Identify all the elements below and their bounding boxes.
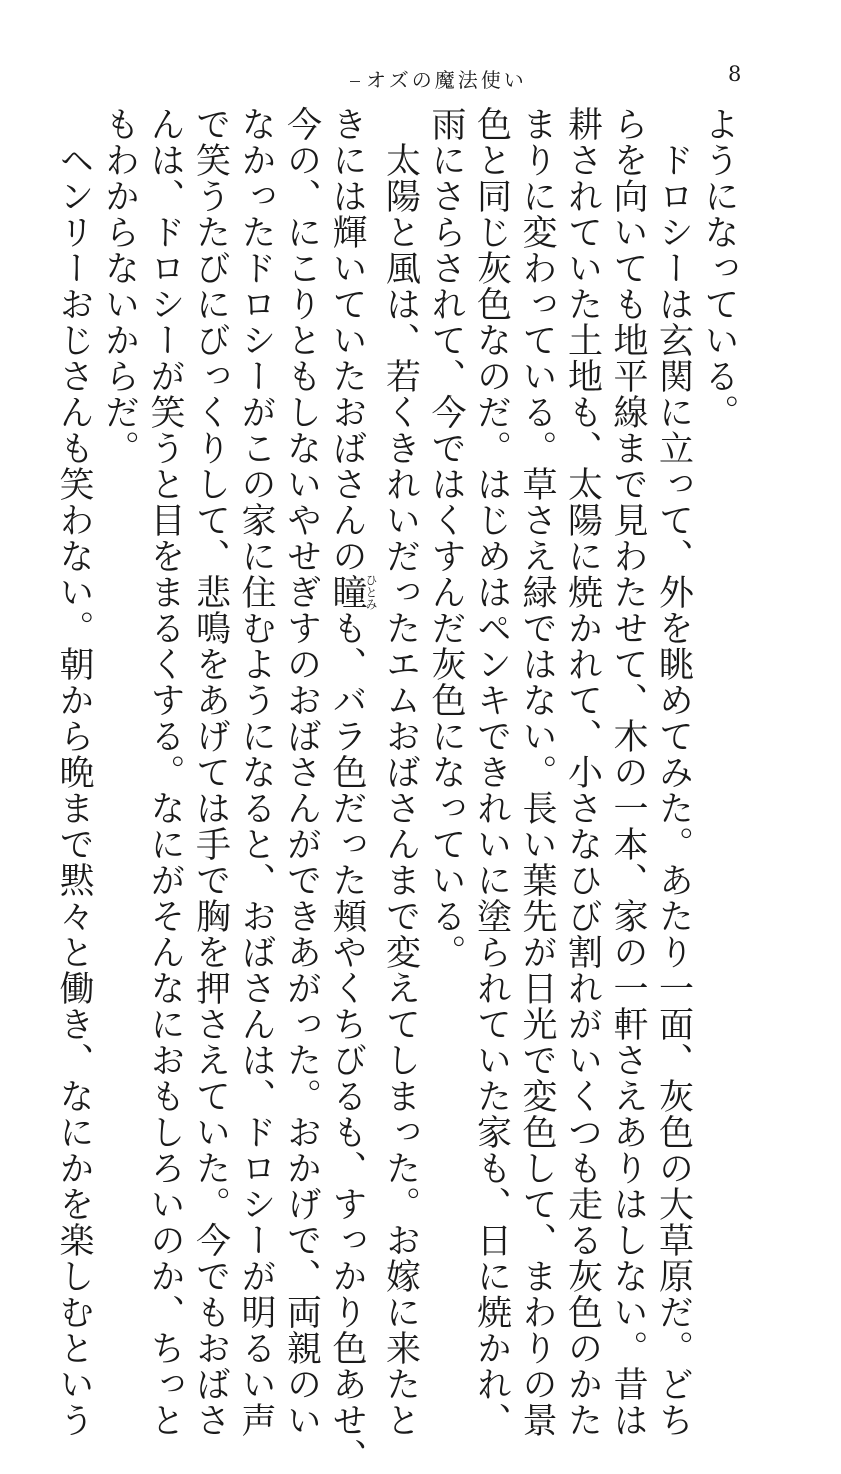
text-column: ようになっている。 [699, 106, 739, 430]
text-column: 耕されていた土地も、太陽に焼かれて、小さなひび割れがいくつも走る灰色のかた [562, 106, 603, 1438]
text-column: まりに変わっている。草さえ緑ではない。長い葉先が日光で変色して、まわりの景 [517, 106, 557, 1438]
text-segment: も、バラ色だった頬やくちびるも、すっかり色あせ、 [327, 610, 367, 1474]
text-column: ヘンリーおじさんも笑わない。朝から晩まで黙々と働き、なにかを楽しむという [54, 106, 94, 1438]
header-dash [350, 81, 360, 82]
text-column: らを向いても地平線まで見わたせて、木の一本、家の一軒さえありはしない。昔は [608, 106, 648, 1438]
text-column: 太陽と風は、若くきれいだったエムおばさんまで変えてしまった。お嫁に来たと [380, 106, 421, 1438]
text-column: ドロシーは玄関に立って、外を眺めてみた。あたり一面、灰色の大草原だ。どち [653, 106, 694, 1438]
body-text [51, 106, 742, 1474]
text-column: んは、ドロシーが笑うと目をまるくする。なにがそんなにおもしろいのか、ちっと [145, 106, 185, 1438]
text-column: 雨にさらされて、今ではくすんだ灰色になっている。 [426, 106, 466, 970]
text-column: 今の、にこりともしないやせぎすのおばさんができあがった。おかげで、両親のい [281, 106, 322, 1438]
ruby-reading: ひとみ [364, 574, 378, 610]
text-column: なかったドロシーがこの家に住むようになると、おばさんは、ドロシーが明るい声 [236, 106, 276, 1438]
book-title: オズの魔法使い [366, 68, 527, 92]
text-column: もわからないからだ。 [99, 106, 140, 466]
ruby-base: 瞳 [327, 574, 367, 610]
running-head [350, 64, 527, 93]
text-column: 色と同じ灰色なのだ。はじめはペンキできれいに塗られていた家も、日に焼かれ、 [471, 106, 512, 1438]
furigana-word [327, 574, 378, 610]
text-column: で笑うたびにびっくりして、悲鳴をあげては手で胸を押さえていた。今でもおばさ [190, 106, 231, 1438]
text-column-with-ruby [324, 106, 378, 1474]
text-segment: きには輝いていたおばさんの [327, 106, 367, 574]
page-number: 8 [728, 62, 742, 86]
